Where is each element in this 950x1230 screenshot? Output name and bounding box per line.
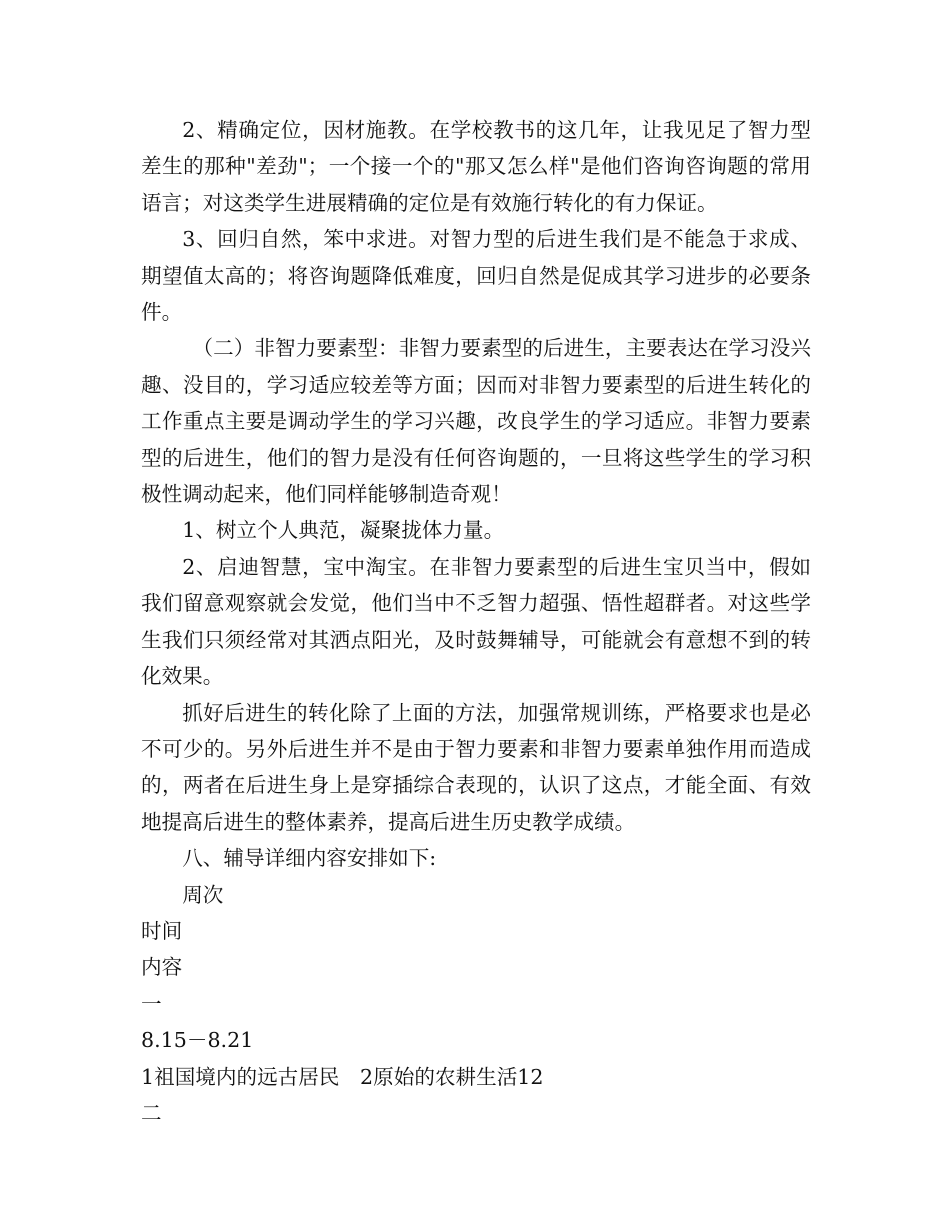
- paragraph-inspire-wisdom: 2、启迪智慧，宝中淘宝。在非智力要素型的后进生宝贝当中，假如我们留意观察就会发觉，他们当中不乏智力超强、悟性超群者。对这些学生我们只须经常对其洒点阳光，及时鼓舞辅导，可能就会有意想不到的转化效果。: [141, 554, 811, 689]
- table-cell-week-2: 二: [141, 1100, 162, 1125]
- table-header-content: 内容: [141, 955, 183, 980]
- paragraph-set-example: 1、树立个人典范，凝聚拢体力量。: [182, 518, 505, 543]
- schedule-table: [141, 877, 811, 1132]
- table-cell-week-1: 一: [141, 991, 162, 1016]
- table-header-week: 周次: [182, 882, 224, 907]
- table-header-time: 时间: [141, 918, 183, 943]
- paragraph-non-intellectual-type: （二）非智力要素型：非智力要素型的后进生，主要表达在学习没兴趣、没目的，学习适应较差等方面；因而对非智力要素型的后进生转化的工作重点主要是调动学生的学习兴趣，改良学生的学习适应。非智力要素型的后进生，他们的智力是没有任何咨询题的，一旦将这些学生的学习积极性调动起来，他们同样能够制造奇观！: [141, 336, 811, 507]
- paragraph-precise-positioning: 2、精确定位，因材施教。在学校教书的这几年，让我见足了智力型差生的那种"差劲"；一个接一个的"那又怎么样"是他们咨询咨询题的常用语言；对这类学生进展精确的定位是有效施行转化的有力保证。: [141, 118, 811, 215]
- table-cell-time-1: 8.15－8.21: [141, 1028, 254, 1053]
- document-body: [141, 112, 811, 1131]
- paragraph-conclusion: 抓好后进生的转化除了上面的方法，加强常规训练，严格要求也是必不可少的。另外后进生并不是由于智力要素和非智力要素单独作用而造成的，两者在后进生身上是穿插综合表现的，认识了这点，才能全面、有效地提高后进生的整体素养，提高后进生历史教学成绩。: [141, 700, 811, 834]
- paragraph-return-to-nature: 3、回归自然，笨中求进。对智力型的后进生我们是不能急于求成、期望值太高的；将咨询题降低难度，回归自然是促成其学习进步的必要条件。: [141, 227, 811, 325]
- table-cell-content-1: 1祖国境内的远古居民 2原始的农耕生活12: [141, 1064, 544, 1089]
- section-heading-schedule: 八、辅导详细内容安排如下:: [182, 846, 437, 871]
